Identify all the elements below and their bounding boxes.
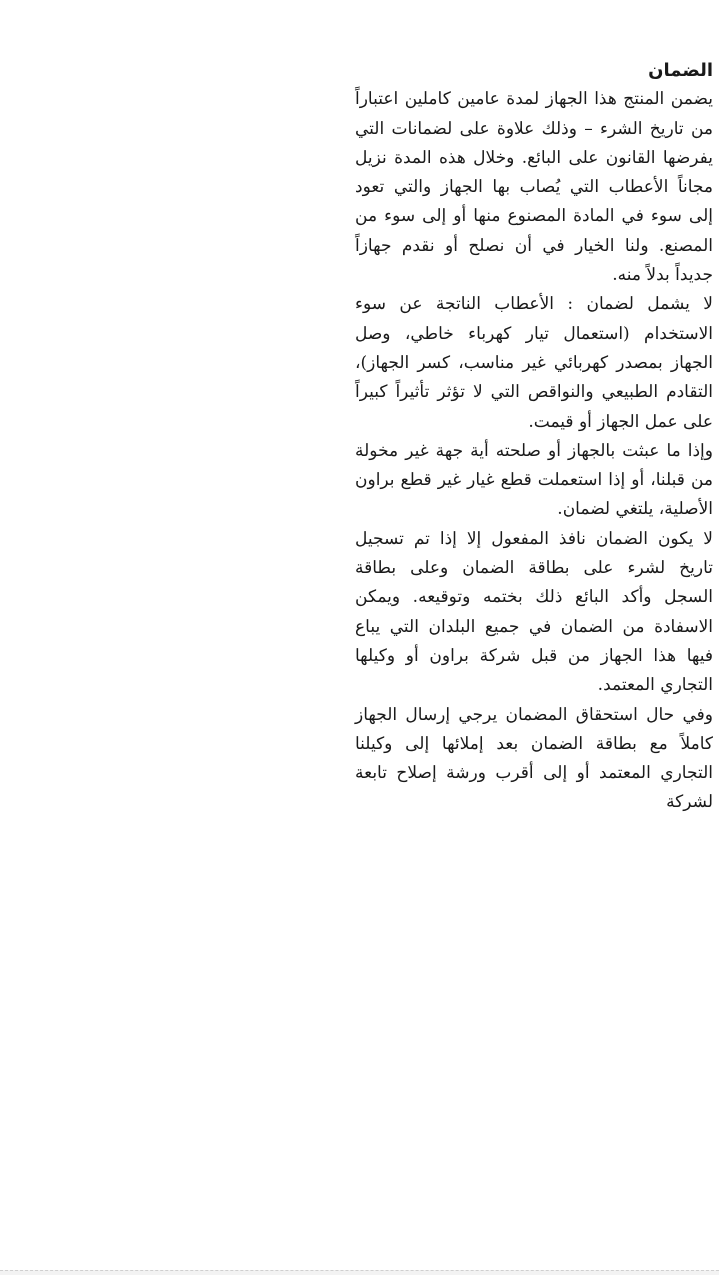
warranty-paragraph-claim: وفي حال استحقاق المضمان يرجي إرسال الجهاز كاملاً مع بطاقة الضمان بعد إملائها إلى وكيلنا التجاري المعتمد أو إلى أقرب ورشة إصلاح تابعة لشركة	[355, 704, 713, 813]
warranty-text-column	[355, 56, 713, 818]
warranty-heading: الضمان	[648, 60, 713, 81]
warranty-paragraph-validity: لا يكون الضمان نافذ المفعول إلا إذا تم تسجيل تاريخ لشرء على بطاقة الضمان وعلى بطاقة السجل وأكد البائع ذلك بختمه وتوقيعه. ويمكن الاسفادة من الضمان في جميع البلدان التي يباع فيها هذا الجهاز من قبل شركة براون أو وكيلها التجاري المعتمد.	[355, 528, 713, 696]
warranty-paragraph-exclusions: لا يشمل لضمان : الأعطاب الناتجة عن سوء الاستخدام (استعمال تيار كهرباء خاطي، وصل الجهاز بمصدر كهربائي غير مناسب، كسر الجهاز)، التقادم الطبيعي والنواقص التي لا تؤثر تأثيراً كبيراً على عمل الجهاز أو قيمت.	[355, 294, 713, 432]
page-bottom-edge	[0, 1270, 719, 1275]
warranty-paragraph-coverage: يضمن المنتج هذا الجهاز لمدة عامين كاملين اعتباراً من تاريخ الشرء – وذلك علاوة على لضمانات التي يفرضها القانون على البائع. وخلال هذه المدة نزيل مجاناً الأعطاب التي يُصاب بها الجهاز والتي تعود إلى سوء في المادة المصنوع منها أو إلى سوء من المصنع. ولنا الخيار في أن نصلح أو نقدم جهازاً جديداً بدلاً منه.	[355, 89, 713, 286]
warranty-paragraph-void: وإذا ما عبثت بالجهاز أو صلحته أية جهة غير مخولة من قبلنا، أو إذا استعملت قطع غيار غير قطع براون الأصلية، يلتغي لضمان.	[355, 440, 713, 520]
